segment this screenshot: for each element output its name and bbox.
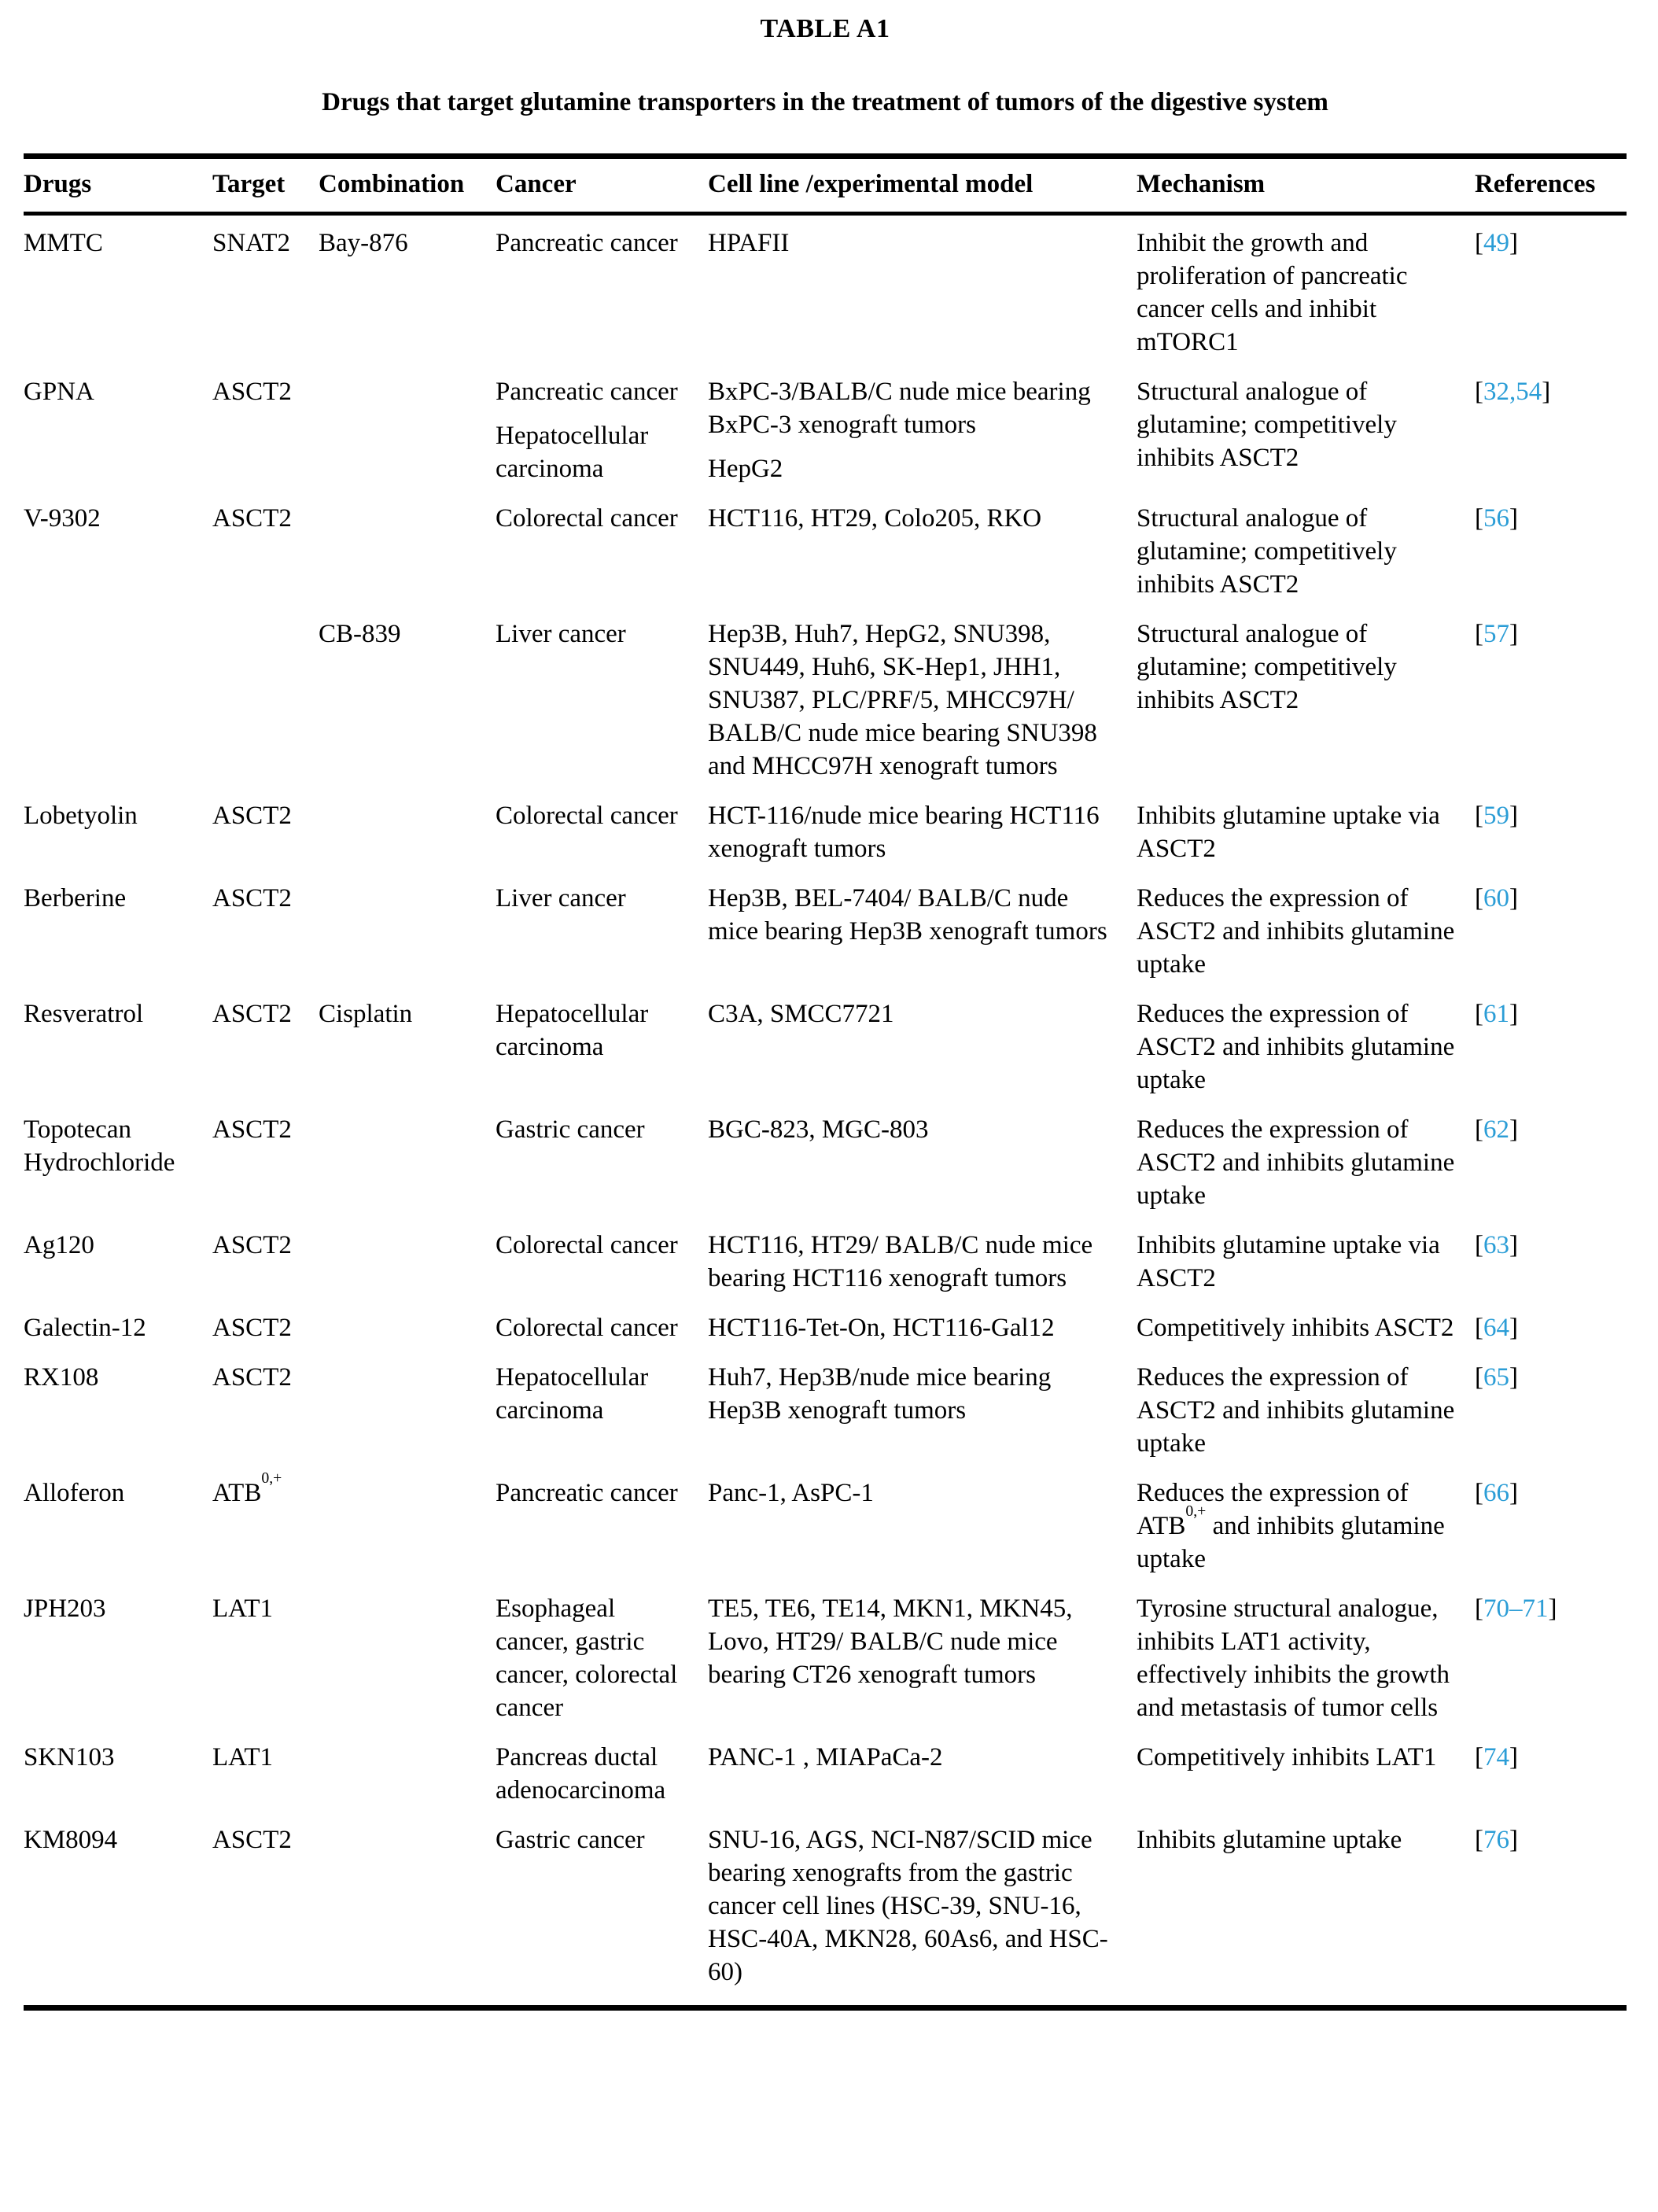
table-row [24,997,1627,1113]
cancer-entry: Hepatocellular carcinoma [496,1363,649,1425]
drug-cell: Berberine [24,884,127,912]
reference-link[interactable]: 62 [1483,1115,1509,1144]
target-cell: LAT1 [212,1743,273,1771]
references-cell [1475,1741,1627,1823]
document-page [0,14,1658,2011]
reference-bracket-open: [ [1475,802,1483,830]
column-header-cell-line-experimental-model: Cell line /experimental model [708,157,1137,214]
reference-bracket-close: ] [1509,1363,1518,1392]
target-cell: ASCT2 [212,1826,292,1854]
reference-link[interactable]: 57 [1483,620,1509,648]
mechanism-cell: Inhibits glutamine uptake [1137,1826,1402,1854]
combination-cell [319,1823,496,2008]
drug-cell: Lobetyolin [24,802,138,830]
cancer-entry: Liver cancer [496,884,626,912]
reference-link[interactable]: 56 [1483,504,1509,533]
mechanism-cell: Reduces the expression of ASCT2 and inhibits glutamine uptake [1137,884,1455,979]
cell-line-cell [708,1229,1137,1311]
cancer-entry: Pancreatic cancer [496,229,678,257]
reference-bracket-open: [ [1475,1314,1483,1342]
cell-line-entry: HepG2 [708,455,783,483]
cell-line-cell [708,1361,1137,1477]
reference-link[interactable]: 61 [1483,1000,1509,1028]
cell-line-cell [708,618,1137,799]
drug-cell: RX108 [24,1363,99,1392]
drug-cell: V-9302 [24,504,101,533]
mechanism-cell: Reduces the expression of ASCT2 and inhibits glutamine uptake [1137,1115,1455,1210]
reference-link[interactable]: 66 [1483,1479,1509,1507]
table-caption: Drugs that target glutamine transporters in the treatment of tumors of the digestive system [322,88,1328,116]
cancer-cell [496,502,708,618]
cancer-entry: Esophageal cancer, gastric cancer, colorectal cancer [496,1594,678,1722]
references-cell [1475,997,1627,1113]
cell-line-cell [708,1477,1137,1592]
target-cell: ASCT2 [212,504,292,533]
cancer-entry: Pancreas ductal adenocarcinoma [496,1743,666,1805]
cancer-entry: Colorectal cancer [496,1314,678,1342]
drug-cell: GPNA [24,378,94,406]
reference-link[interactable]: 63 [1483,1231,1509,1259]
drug-cell: SKN103 [24,1743,115,1771]
drug-cell: KM8094 [24,1826,118,1854]
cancer-cell [496,1592,708,1741]
reference-bracket-open: [ [1475,378,1483,406]
references-cell [1475,618,1627,799]
reference-bracket-close: ] [1509,1115,1518,1144]
table-row [24,882,1627,997]
cancer-entry: Gastric cancer [496,1115,645,1144]
table-row [24,1592,1627,1741]
references-cell [1475,1823,1627,2008]
cell-line-entry: Huh7, Hep3B/nude mice bearing Hep3B xenograft tumors [708,1363,1052,1425]
reference-bracket-close: ] [1509,802,1518,830]
cancer-cell [496,214,708,376]
mechanism-cell: Reduces the expression of $ATB^{0,+}$ and inhibits glutamine uptake [1137,1479,1445,1573]
reference-bracket-open: [ [1475,1231,1483,1259]
cell-line-cell [708,1592,1137,1741]
combination-cell: Bay-876 [319,229,408,257]
combination-cell [319,1741,496,1823]
reference-bracket-open: [ [1475,504,1483,533]
drug-cell: JPH203 [24,1594,106,1623]
references-cell [1475,1592,1627,1741]
target-cell: ASCT2 [212,1314,292,1342]
cell-line-entry: Hep3B, Huh7, HepG2, SNU398, SNU449, Huh6, SK-Hep1, JHH1, SNU387, PLC/PRF/5, MHCC97H/ BALB/C nude mice bearing SNU398 and MHCC97H xenograft tumors [708,620,1097,780]
mechanism-cell: Structural analogue of glutamine; competitively inhibits ASCT2 [1137,504,1397,599]
combination-cell [319,1229,496,1311]
mechanism-cell: Competitively inhibits ASCT2 [1137,1314,1454,1342]
reference-bracket-close: ] [1548,1594,1557,1623]
table-row [24,375,1627,502]
target-cell: ASCT2 [212,1363,292,1392]
combination-cell [319,1311,496,1361]
cancer-entry: Pancreatic cancer [496,1479,678,1507]
reference-bracket-open: [ [1475,1826,1483,1854]
cancer-entry: Colorectal cancer [496,1231,678,1259]
references-cell [1475,214,1627,376]
reference-link[interactable]: 70–71 [1483,1594,1549,1623]
cancer-entry: Gastric cancer [496,1826,645,1854]
cell-line-entry: HCT116, HT29, Colo205, RKO [708,504,1042,533]
reference-link[interactable]: 65 [1483,1363,1509,1392]
reference-bracket-open: [ [1475,1363,1483,1392]
cancer-cell [496,1741,708,1823]
combination-cell: CB-839 [319,620,401,648]
combination-cell [319,1361,496,1477]
table-row [24,799,1627,882]
cancer-cell [496,1113,708,1229]
reference-bracket-close: ] [1509,1000,1518,1028]
target-cell: ASCT2 [212,1231,292,1259]
cancer-cell [496,1361,708,1477]
cell-line-entry: TE5, TE6, TE14, MKN1, MKN45, Lovo, HT29/ BALB/C nude mice bearing CT26 xenograft tumors [708,1594,1073,1689]
column-header-mechanism: Mechanism [1137,157,1475,214]
column-header-cancer: Cancer [496,157,708,214]
reference-bracket-open: [ [1475,1115,1483,1144]
cell-line-entry: BGC-823, MGC-803 [708,1115,929,1144]
cell-line-cell [708,1311,1137,1361]
cell-line-cell [708,214,1137,376]
table-header-row [24,157,1627,214]
reference-bracket-open: [ [1475,1594,1483,1623]
reference-link[interactable]: 59 [1483,802,1509,830]
combination-cell [319,1477,496,1592]
table-row [24,1113,1627,1229]
cell-line-cell [708,1741,1137,1823]
cell-line-entry: HCT-116/nude mice bearing HCT116 xenograft tumors [708,802,1100,863]
combination-cell [319,375,496,502]
mechanism-cell: Competitively inhibits LAT1 [1137,1743,1437,1771]
reference-bracket-close: ] [1509,1314,1518,1342]
cancer-entry: Colorectal cancer [496,504,678,533]
cancer-cell [496,799,708,882]
reference-bracket-open: [ [1475,229,1483,257]
combination-cell [319,882,496,997]
reference-bracket-close: ] [1509,620,1518,648]
reference-bracket-open: [ [1475,1479,1483,1507]
cancer-cell [496,375,708,502]
reference-bracket-close: ] [1509,1479,1518,1507]
table-label: TABLE A1 [760,14,890,43]
reference-link[interactable]: 49 [1483,229,1509,257]
cancer-entry: Hepatocellular carcinoma [496,1000,649,1061]
combination-cell [319,1113,496,1229]
cell-line-entry: SNU-16, AGS, NCI-N87/SCID mice bearing xenografts from the gastric cancer cell lines (HSC-39, SNU-16, HSC-40A, MKN28, 60As6, and HSC-60) [708,1826,1108,1986]
target-cell: ASCT2 [212,1000,292,1028]
references-cell [1475,799,1627,882]
cell-line-entry: HPAFII [708,229,790,257]
target-cell: ASCT2 [212,884,292,912]
references-cell [1475,375,1627,502]
target-cell: ASCT2 [212,378,292,406]
table-row [24,214,1627,376]
drug-cell: Topotecan Hydrochloride [24,1115,175,1177]
references-cell [1475,1229,1627,1311]
cell-line-entry: Hep3B, BEL-7404/ BALB/C nude mice bearing Hep3B xenograft tumors [708,884,1107,946]
table-body [24,214,1627,2008]
reference-link[interactable]: 76 [1483,1826,1509,1854]
table-row [24,1229,1627,1311]
reference-bracket-open: [ [1475,884,1483,912]
reference-link[interactable]: 74 [1483,1743,1509,1771]
mechanism-cell: Tyrosine structural analogue, inhibits LAT1 activity, effectively inhibits the growth and metastasis of tumor cells [1137,1594,1450,1722]
cell-line-cell [708,997,1137,1113]
drug-cell [24,618,212,799]
cell-line-cell [708,1823,1137,2008]
mechanism-cell: Reduces the expression of ASCT2 and inhibits glutamine uptake [1137,1000,1455,1094]
references-cell [1475,882,1627,997]
references-cell [1475,502,1627,618]
reference-bracket-open: [ [1475,620,1483,648]
cell-line-cell [708,799,1137,882]
drug-cell: Alloferon [24,1479,125,1507]
cancer-cell [496,882,708,997]
cell-line-entry: Panc-1, AsPC-1 [708,1479,874,1507]
reference-bracket-close: ] [1542,378,1551,406]
reference-bracket-close: ] [1509,1231,1518,1259]
references-cell [1475,1477,1627,1592]
column-header-combination: Combination [319,157,496,214]
cell-line-cell [708,502,1137,618]
mechanism-cell: Structural analogue of glutamine; competitively inhibits ASCT2 [1137,620,1397,714]
table-row [24,1361,1627,1477]
cancer-entry: Liver cancer [496,620,626,648]
cell-line-entry: C3A, SMCC7721 [708,1000,894,1028]
target-cell: LAT1 [212,1594,273,1623]
cancer-cell [496,1823,708,2008]
drug-cell: MMTC [24,229,103,257]
combination-cell [319,1592,496,1741]
target-cell: $ATB^{0,+}$ [212,1469,282,1507]
table-row [24,1477,1627,1592]
table-row [24,618,1627,799]
combination-cell [319,502,496,618]
cancer-cell [496,1229,708,1311]
column-header-references: References [1475,157,1627,214]
reference-link[interactable]: 32,54 [1483,378,1542,406]
cell-line-entry: PANC-1 , MIAPaCa-2 [708,1743,943,1771]
column-header-target: Target [212,157,319,214]
references-cell [1475,1311,1627,1361]
combination-cell [319,799,496,882]
reference-bracket-open: [ [1475,1743,1483,1771]
cell-line-cell [708,375,1137,502]
reference-bracket-close: ] [1509,229,1518,257]
reference-bracket-open: [ [1475,1000,1483,1028]
target-cell [212,618,319,799]
drugs-table [24,153,1627,2011]
cell-line-entry: BxPC-3/BALB/C nude mice bearing BxPC-3 xenograft tumors [708,378,1091,439]
cancer-entry: Colorectal cancer [496,802,678,830]
mechanism-cell: Structural analogue of glutamine; competitively inhibits ASCT2 [1137,378,1397,472]
reference-link[interactable]: 64 [1483,1314,1509,1342]
cancer-cell [496,1311,708,1361]
cancer-cell [496,1477,708,1592]
cell-line-cell [708,1113,1137,1229]
drug-cell: Galectin-12 [24,1314,146,1342]
references-cell [1475,1361,1627,1477]
cancer-cell [496,997,708,1113]
table-row [24,1741,1627,1823]
target-cell: SNAT2 [212,229,291,257]
drug-cell: Ag120 [24,1231,94,1259]
reference-bracket-close: ] [1509,884,1518,912]
mechanism-cell: Inhibits glutamine uptake via ASCT2 [1137,802,1440,863]
table-row [24,1311,1627,1361]
target-cell: ASCT2 [212,1115,292,1144]
table-row [24,1823,1627,2008]
column-header-drugs: Drugs [24,157,212,214]
mechanism-cell: Inhibit the growth and proliferation of pancreatic cancer cells and inhibit mTORC1 [1137,229,1408,356]
reference-bracket-close: ] [1509,1743,1518,1771]
reference-link[interactable]: 60 [1483,884,1509,912]
reference-bracket-close: ] [1509,504,1518,533]
table-header [24,157,1627,214]
table-row [24,502,1627,618]
references-cell [1475,1113,1627,1229]
cancer-entry: Hepatocellular carcinoma [496,422,649,483]
cancer-entry: Pancreatic cancer [496,378,678,406]
reference-bracket-close: ] [1509,1826,1518,1854]
cancer-cell [496,618,708,799]
cell-line-entry: HCT116-Tet-On, HCT116-Gal12 [708,1314,1055,1342]
mechanism-cell: Reduces the expression of ASCT2 and inhibits glutamine uptake [1137,1363,1455,1458]
drug-cell: Resveratrol [24,1000,144,1028]
mechanism-cell: Inhibits glutamine uptake via ASCT2 [1137,1231,1440,1292]
combination-cell: Cisplatin [319,1000,413,1028]
cell-line-entry: HCT116, HT29/ BALB/C nude mice bearing HCT116 xenograft tumors [708,1231,1093,1292]
cell-line-cell [708,882,1137,997]
target-cell: ASCT2 [212,802,292,830]
